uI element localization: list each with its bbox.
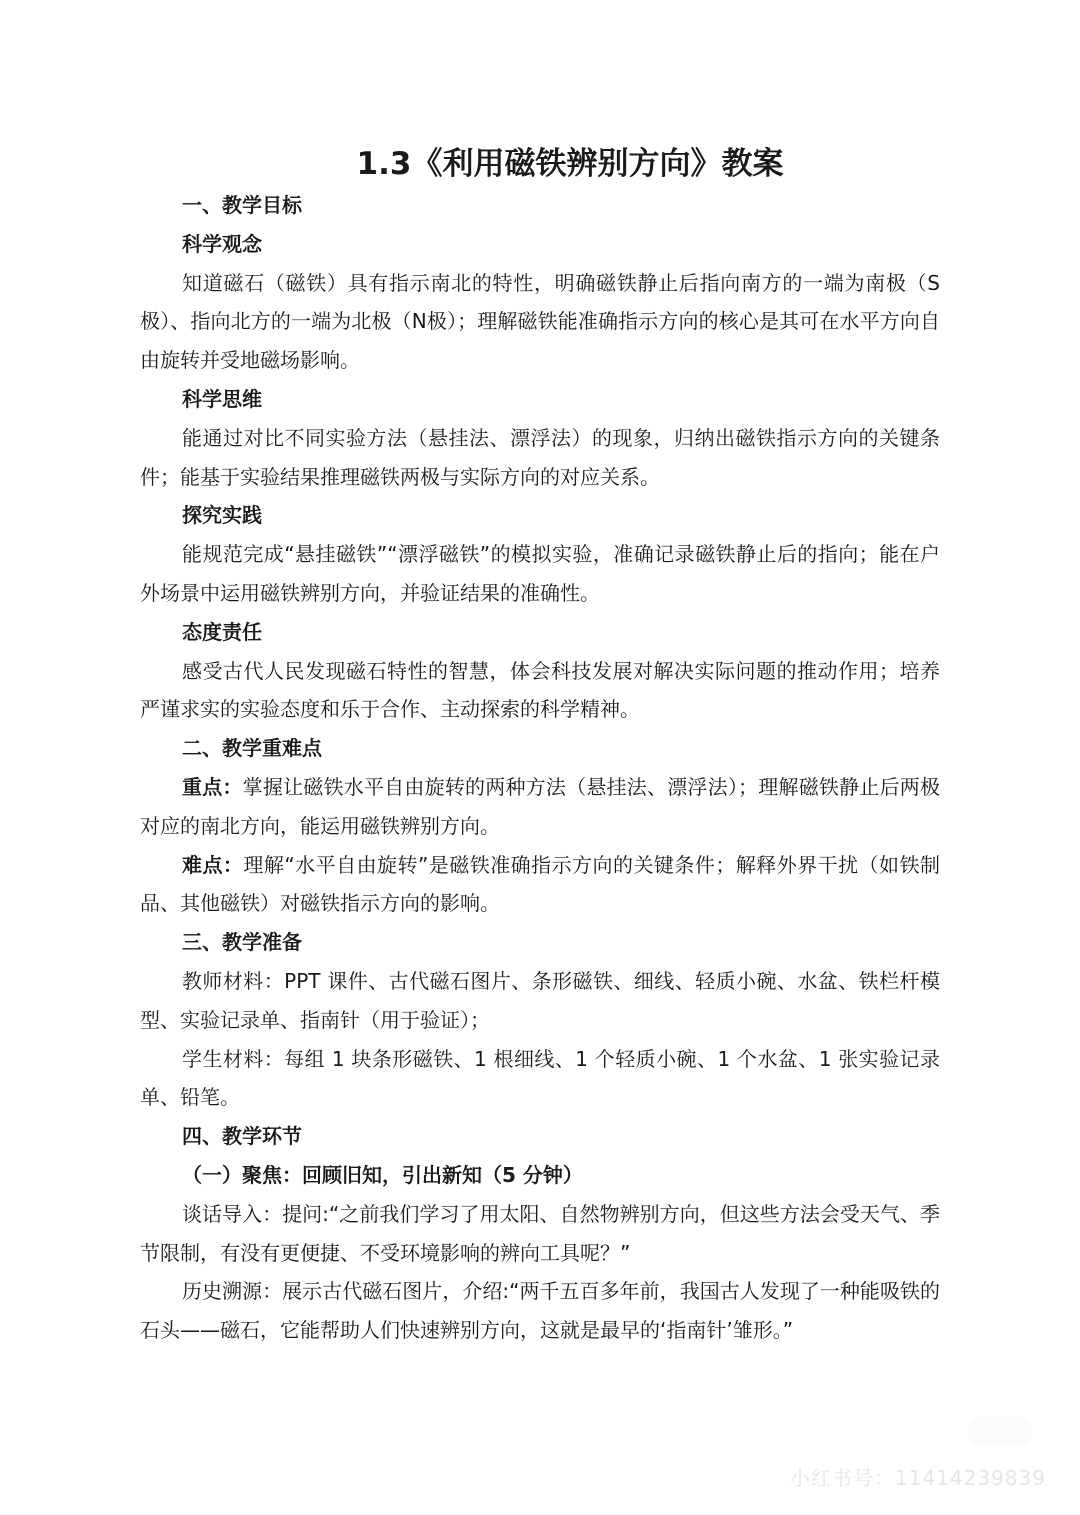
section-heading-key-points: 二、教学重难点 bbox=[182, 736, 322, 761]
difficulty-text: 理解“水平自由旋转”是磁铁准确指示方向的关键条件；解释外界干扰（如铁制品、其他磁铁）对磁铁指示方向的影响。 bbox=[140, 852, 940, 916]
watermark: 小红书号：11414239839 bbox=[790, 1466, 1046, 1490]
subheading-focus: （一）聚焦：回顾旧知，引出新知（5 分钟） bbox=[182, 1162, 583, 1187]
key-point-text: 掌握让磁铁水平自由旋转的两种方法（悬挂法、漂浮法）；理解磁铁静止后两极对应的南北方向，能运用磁铁辨别方向。 bbox=[140, 774, 941, 838]
section-heading-procedure: 四、教学环节 bbox=[182, 1124, 302, 1149]
subheading-science-concept: 科学观念 bbox=[182, 231, 262, 256]
watermark-bubble bbox=[968, 1416, 1032, 1446]
key-point-label: 重点： bbox=[182, 774, 243, 799]
paragraph-inquiry-practice: 能规范完成“悬挂磁铁”“漂浮磁铁”的模拟实验，准确记录磁铁静止后的指向；能在户外场景中运用磁铁辨别方向，并验证结果的准确性。 bbox=[140, 542, 940, 605]
subheading-inquiry-practice: 探究实践 bbox=[182, 503, 262, 528]
section-heading-preparation: 三、教学准备 bbox=[182, 930, 302, 955]
paragraph-history: 历史溯源：展示古代磁石图片，介绍:“两千五百多年前，我国古人发现了一种能吸铁的石头——磁石，它能帮助人们快速辨别方向，这就是最早的‘指南针’雏形。” bbox=[140, 1279, 940, 1343]
document-body bbox=[140, 186, 940, 1350]
paragraph-talk-intro: 谈话导入：提问:“之前我们学习了用太阳、自然物辨别方向，但这些方法会受天气、季节限制，有没有更便捷、不受环境影响的辨向工具呢？” bbox=[140, 1201, 940, 1265]
subheading-attitude: 态度责任 bbox=[182, 619, 262, 644]
section-heading-objectives: 一、教学目标 bbox=[182, 193, 302, 217]
paragraph-attitude: 感受古代人民发现磁石特性的智慧，体会科技发展对解决实际问题的推动作用；培养严谨求实的实验态度和乐于合作、主动探索的科学精神。 bbox=[140, 658, 940, 722]
paragraph-science-concept: 知道磁石（磁铁）具有指示南北的特性，明确磁铁静止后指向南方的一端为南极（S极）、指向北方的一端为北极（N极）；理解磁铁能准确指示方向的核心是其可在水平方向自由旋转并受地磁场影响。 bbox=[140, 270, 940, 373]
paragraph-teacher-materials: 教师材料：PPT 课件、古代磁石图片、条形磁铁、细线、轻质小碗、水盆、铁栏杆模型、实验记录单、指南针（用于验证）； bbox=[140, 968, 940, 1032]
document-title: 1.3《利用磁铁辨别方向》教案 bbox=[356, 146, 784, 182]
paragraph-difficulty bbox=[140, 846, 940, 924]
paragraph-science-thinking: 能通过对比不同实验方法（悬挂法、漂浮法）的现象，归纳出磁铁指示方向的关键条件；能基于实验结果推理磁铁两极与实际方向的对应关系。 bbox=[140, 425, 940, 489]
paragraph-student-materials: 学生材料：每组 1 块条形磁铁、1 根细线、1 个轻质小碗、1 个水盆、1 张实验记录单、铅笔。 bbox=[140, 1046, 940, 1110]
subheading-science-thinking: 科学思维 bbox=[182, 386, 262, 411]
paragraph-key-point bbox=[140, 768, 940, 846]
difficulty-label: 难点： bbox=[182, 852, 244, 877]
